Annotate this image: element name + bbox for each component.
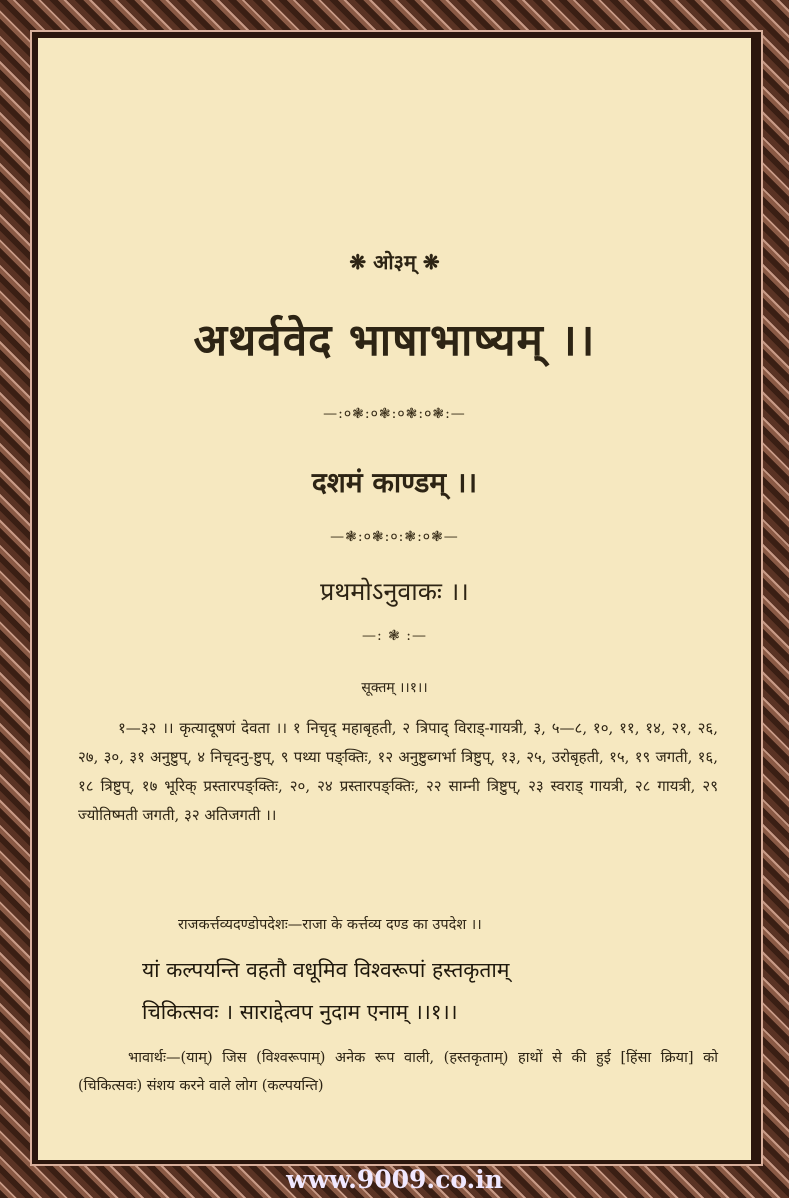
book-title: अथर्ववेद भाषाभाष्यम् ।।: [193, 315, 596, 366]
kanda-heading: दशमं काण्डम् ।।: [311, 466, 478, 499]
om-heading: ❋ ओ३म् ❋: [349, 250, 440, 274]
website-footer: www.9009.co.in: [286, 1165, 503, 1194]
mantra-line-1: यां कल्पयन्ति वहतौ वधूमिव विश्वरूपां हस्तकृताम्: [142, 958, 510, 982]
page: [38, 38, 751, 1160]
anuvaka-heading: प्रथमोऽनुवाकः ।।: [320, 577, 469, 606]
sukta-heading: सूक्तम् ।।१।।: [361, 680, 428, 696]
mantra-line-2: चिकित्सवः । साराद्देत्वप नुदाम एनाम् ।।१।।: [142, 1000, 458, 1024]
ornament-divider: —❃:०❃:०:❃:०❃—: [330, 529, 459, 545]
metre-deity-paragraph: १—३२ ।। कृत्यादूषणं देवता ।। १ निचृद् महाबृहती, २ त्रिपाद् विराड्-गायत्री, ३, ५—८, १०, ११, १४, २१, २६, २७, ३०, ३१ अनुष्टुप्, ४ निचृदनु-ष्टुप्, ९ पथ्या पङ्क्तिः, १२ अनुष्टुब्गर्भा त्रिष्टुप्, १३, २५, उरोबृहती, १५, १९ जगती, १६, १८ त्रिष्टुप्, १७ भूरिक् प्रस्तारपङ्क्तिः, २०, २४ प्रस्तारपङ्क्तिः, २२ साम्नी त्रिष्टुप्, २३ स्वराड् गायत्री, २८ गायत्री, २९ ज्योतिष्मती जगती, ३२ अतिजगती ।।: [78, 719, 718, 824]
ornament-divider: —:०❃:०❃:०❃:०❃:—: [323, 406, 466, 422]
ornament-divider: —: ❃ :—: [361, 628, 428, 644]
topic-line: राजकर्त्तव्यदण्डोपदेशः—राजा के कर्त्तव्य दण्ड का उपदेश ।।: [178, 917, 482, 933]
bhavartha-paragraph: भावार्थः—(याम्) जिस (विश्वरूपाम्) अनेक रूप वाली, (हस्तकृताम्) हाथों से की हुई [हिंसा क्रिया] को (चिकित्सवः) संशय करने वाले लोग (कल्पयन्ति): [78, 1050, 718, 1094]
